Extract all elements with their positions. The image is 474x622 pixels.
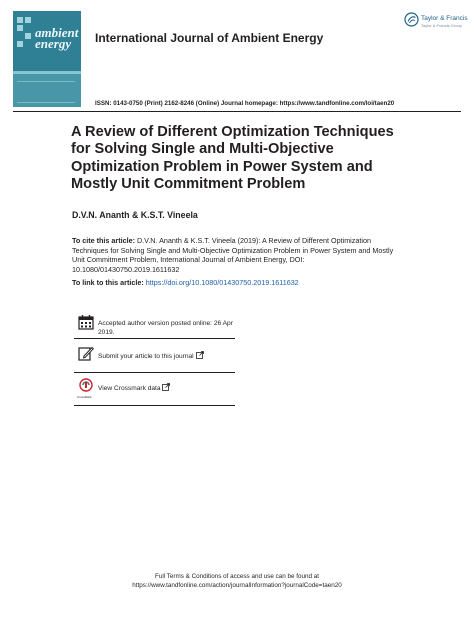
submit-icon[interactable] [78, 345, 94, 361]
citation-block [72, 236, 402, 274]
item-divider [74, 338, 235, 339]
footer-url[interactable]: https://www.tandfonline.com/action/journalInformation?journalCode=taen20 [132, 581, 342, 589]
article-authors: D.V.N. Ananth & K.S.T. Vineela [72, 210, 198, 220]
citation-text: D.V.N. Ananth & K.S.T. Vineela (2019): A Review of Different Optimization Techniques for Solving Single and Multi-Objective Optimization Problem in Power System and Mostly Unit Commitment Problem, International Journal of Ambient Energy, DOI: 10.1080/01430750.2019.1611632 [72, 236, 394, 274]
taylor-francis-logo-icon [404, 12, 419, 27]
external-link-icon [162, 383, 170, 391]
article-doi-link[interactable]: https://doi.org/10.1080/01430750.2019.1611632 [145, 278, 299, 287]
footer-line: Full Terms & Conditions of access and use can be found at [154, 573, 320, 580]
publisher-tagline: Taylor & Francis Group [421, 23, 462, 28]
header-divider [13, 111, 461, 112]
item-divider [74, 405, 235, 406]
accepted-date-text: Accepted author version posted online: 26 Apr 2019. [98, 320, 233, 336]
cover-decoration [25, 17, 31, 23]
crossmark-icon[interactable] [78, 378, 94, 396]
journal-title: International Journal of Ambient Energy [95, 31, 324, 45]
item-divider [74, 372, 235, 373]
citation-label: To cite this article: [72, 236, 135, 245]
terms-footer [100, 573, 374, 590]
crossmark-link[interactable]: View Crossmark data [98, 383, 170, 393]
cover-decoration [17, 17, 23, 23]
submit-article-link[interactable]: Submit your article to this journal [98, 351, 204, 361]
cover-decoration [25, 33, 31, 39]
calendar-icon [78, 314, 94, 330]
link-label: To link to this article: [72, 278, 144, 287]
cover-stripe [13, 71, 81, 74]
cover-decoration [17, 41, 23, 47]
crossmark-badge: CrossMark [77, 395, 92, 399]
article-title: A Review of Different Optimization Techniques for Solving Single and Multi-Objective Optimization Problem in Power System and Mostly Unit Commitment Problem [71, 124, 394, 193]
cover-decoration [17, 25, 23, 31]
article-link-block [72, 278, 299, 287]
publisher-name: Taylor & Francis [421, 15, 468, 22]
cover-lines [17, 81, 75, 103]
journal-cover-image[interactable] [13, 11, 81, 107]
external-link-icon [196, 351, 204, 359]
issn-line[interactable]: ISSN: 0143-0750 (Print) 2162-8246 (Online) Journal homepage: https://www.tandfonline.com/loi/taen20 [95, 100, 395, 107]
cover-logo-text: ambient energy [35, 25, 79, 51]
